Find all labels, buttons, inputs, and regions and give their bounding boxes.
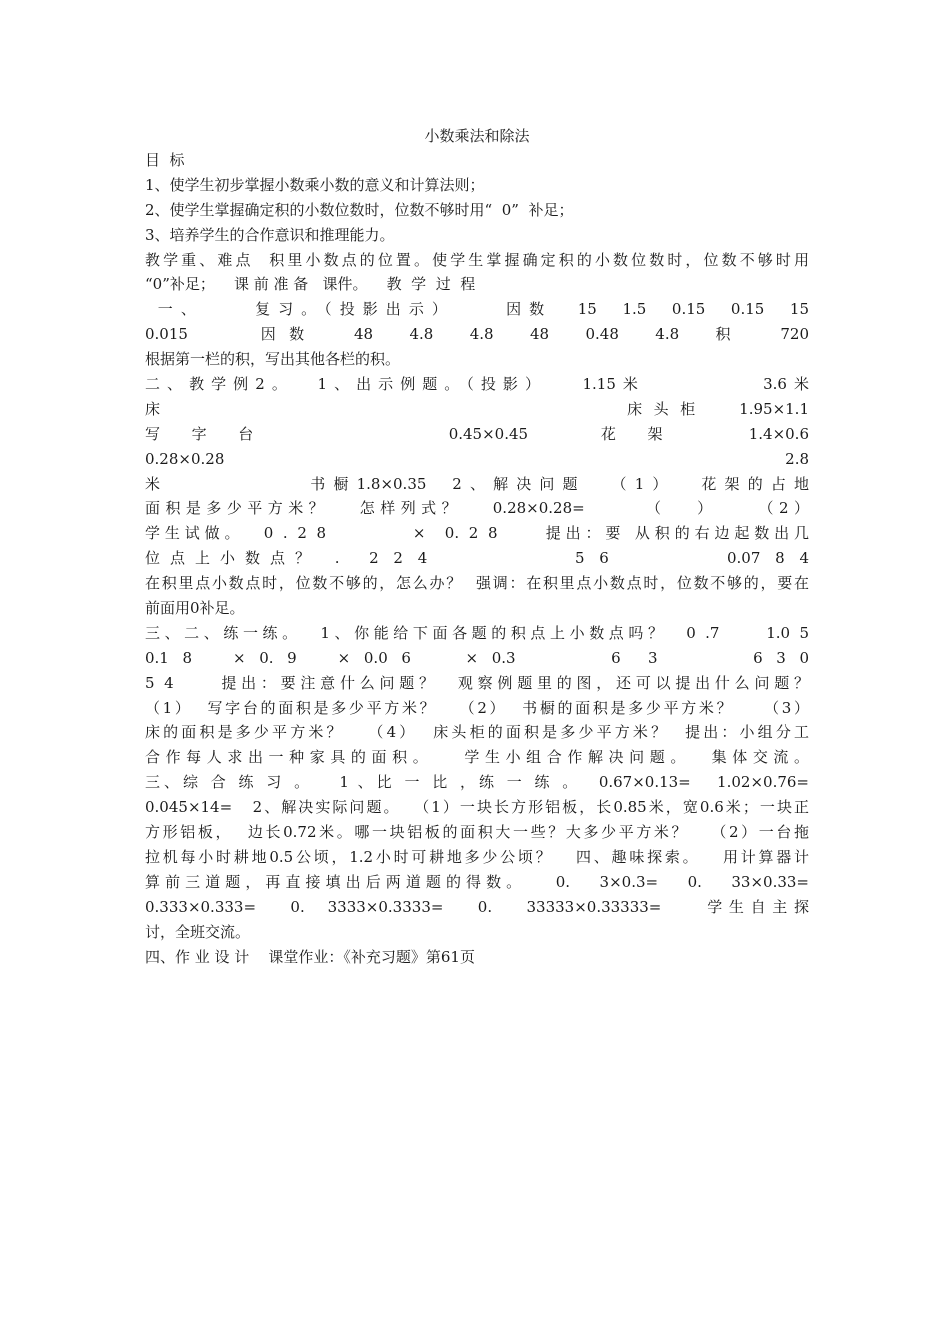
body-line: 学生试做。 0 . 2 8 × 0. 2 8 提出：要 从积的右边起数出几 xyxy=(145,524,809,543)
body-line: 三、二、练一练。 1、你能给下面各题的积点上小数点吗？ 0 .7 1.0 5 xyxy=(145,623,809,642)
body-line: 四、作 业 设 计 课堂作业：《补充习题》第61页 xyxy=(145,947,475,966)
body-line: 算前三道题，再直接填出后两道题的得数。 0. 3×0.3= 0. 33×0.33= xyxy=(145,872,809,891)
body-line: 0.015 因数 48 4.8 4.8 48 0.48 4.8 积 720 xyxy=(145,325,809,344)
body-line: 一、 复习。（投影出示） 因数 15 1.5 0.15 0.15 15 xyxy=(145,300,809,319)
body-line: 目 标 xyxy=(145,151,185,169)
body-line: 5 4 提出：要注意什么问题？ 观察例题里的图，还可以提出什么问题？ xyxy=(145,673,809,692)
body-line: 1、使学生初步掌握小数乘小数的意义和计算法则； xyxy=(145,175,485,194)
body-line: 讨，全班交流。 xyxy=(145,922,251,941)
body-line: 位点上小数点？ . 2 2 4 5 6 0.07 8 4 xyxy=(145,549,809,568)
body-line: （1） 写字台的面积是多少平方米？ （2） 书橱的面积是多少平方米？ （3） xyxy=(145,698,809,717)
body-line: 0.045×14= 2、解决实际问题。 （1）一块长方形铝板，长0.85米，宽0.6米；一块正 xyxy=(145,798,809,817)
body-line: 拉机每小时耕地0.5公顷，1.2小时可耕地多少公顷？ 四、趣味探索。 用计算器计 xyxy=(145,847,809,866)
body-line: 米 书橱1.8×0.35 2、解决问题 （1） 花架的占地 xyxy=(145,474,809,493)
body-line: 0.1 8 × 0. 9 × 0.0 6 × 0.3 6 3 6 3 0 xyxy=(145,648,809,667)
body-line: 二、教学例2。 1、出示例题。（投影） 1.15米 3.6米 xyxy=(145,375,809,394)
document-page xyxy=(145,124,809,969)
document-title: 小数乘法和除法 xyxy=(424,127,530,145)
body-line: 前面用0补足。 xyxy=(145,599,245,618)
body-line: 0.28×0.28 2.8 xyxy=(145,449,809,468)
body-line: 2、使学生掌握确定积的小数位数时，位数不够时用“ 0” 补足； xyxy=(145,200,574,219)
body-line: “0”补足； 课 前 准 备 课件。 教 学 过 程 xyxy=(145,275,476,294)
document-body xyxy=(145,148,809,969)
body-line: 床 床头柜 1.95×1.1 xyxy=(145,399,809,418)
body-line: 面积是多少平方米？ 怎样列式？ 0.28×0.28= （ ） （2） xyxy=(145,499,809,518)
body-line: 3、培养学生的合作意识和推理能力。 xyxy=(145,225,395,244)
body-line: 三、综 合 练 习 。 1 、比 一 比 ，练 一 练 。 0.67×0.13= 1.02×0.76= xyxy=(145,773,809,792)
body-line: 方形铝板， 边长0.72米。哪一块铝板的面积大一些？大多少平方米？ （2）一台拖 xyxy=(145,823,809,842)
body-line: 根据第一栏的积，写出其他各栏的积。 xyxy=(145,350,401,369)
body-line: 教学重、难点 积里小数点的位置。使学生掌握确定积的小数位数时，位数不够时用 xyxy=(145,250,809,269)
body-line: 合作每人求出一种家具的面积。 学生小组合作解决问题。 集体交流。 xyxy=(145,748,809,767)
body-line: 床的面积是多少平方米？ （4） 床头柜的面积是多少平方米？ 提出：小组分工 xyxy=(145,723,809,742)
body-line: 写 字 台 0.45×0.45 花 架 1.4×0.6 xyxy=(145,424,809,443)
body-line: 在积里点小数点时，位数不够的，怎么办？ 强调：在积里点小数点时，位数不够的，要在 xyxy=(145,574,809,593)
body-line: 0.333×0.333= 0. 3333×0.3333= 0. 33333×0.33333= 学生自主探 xyxy=(145,897,809,916)
